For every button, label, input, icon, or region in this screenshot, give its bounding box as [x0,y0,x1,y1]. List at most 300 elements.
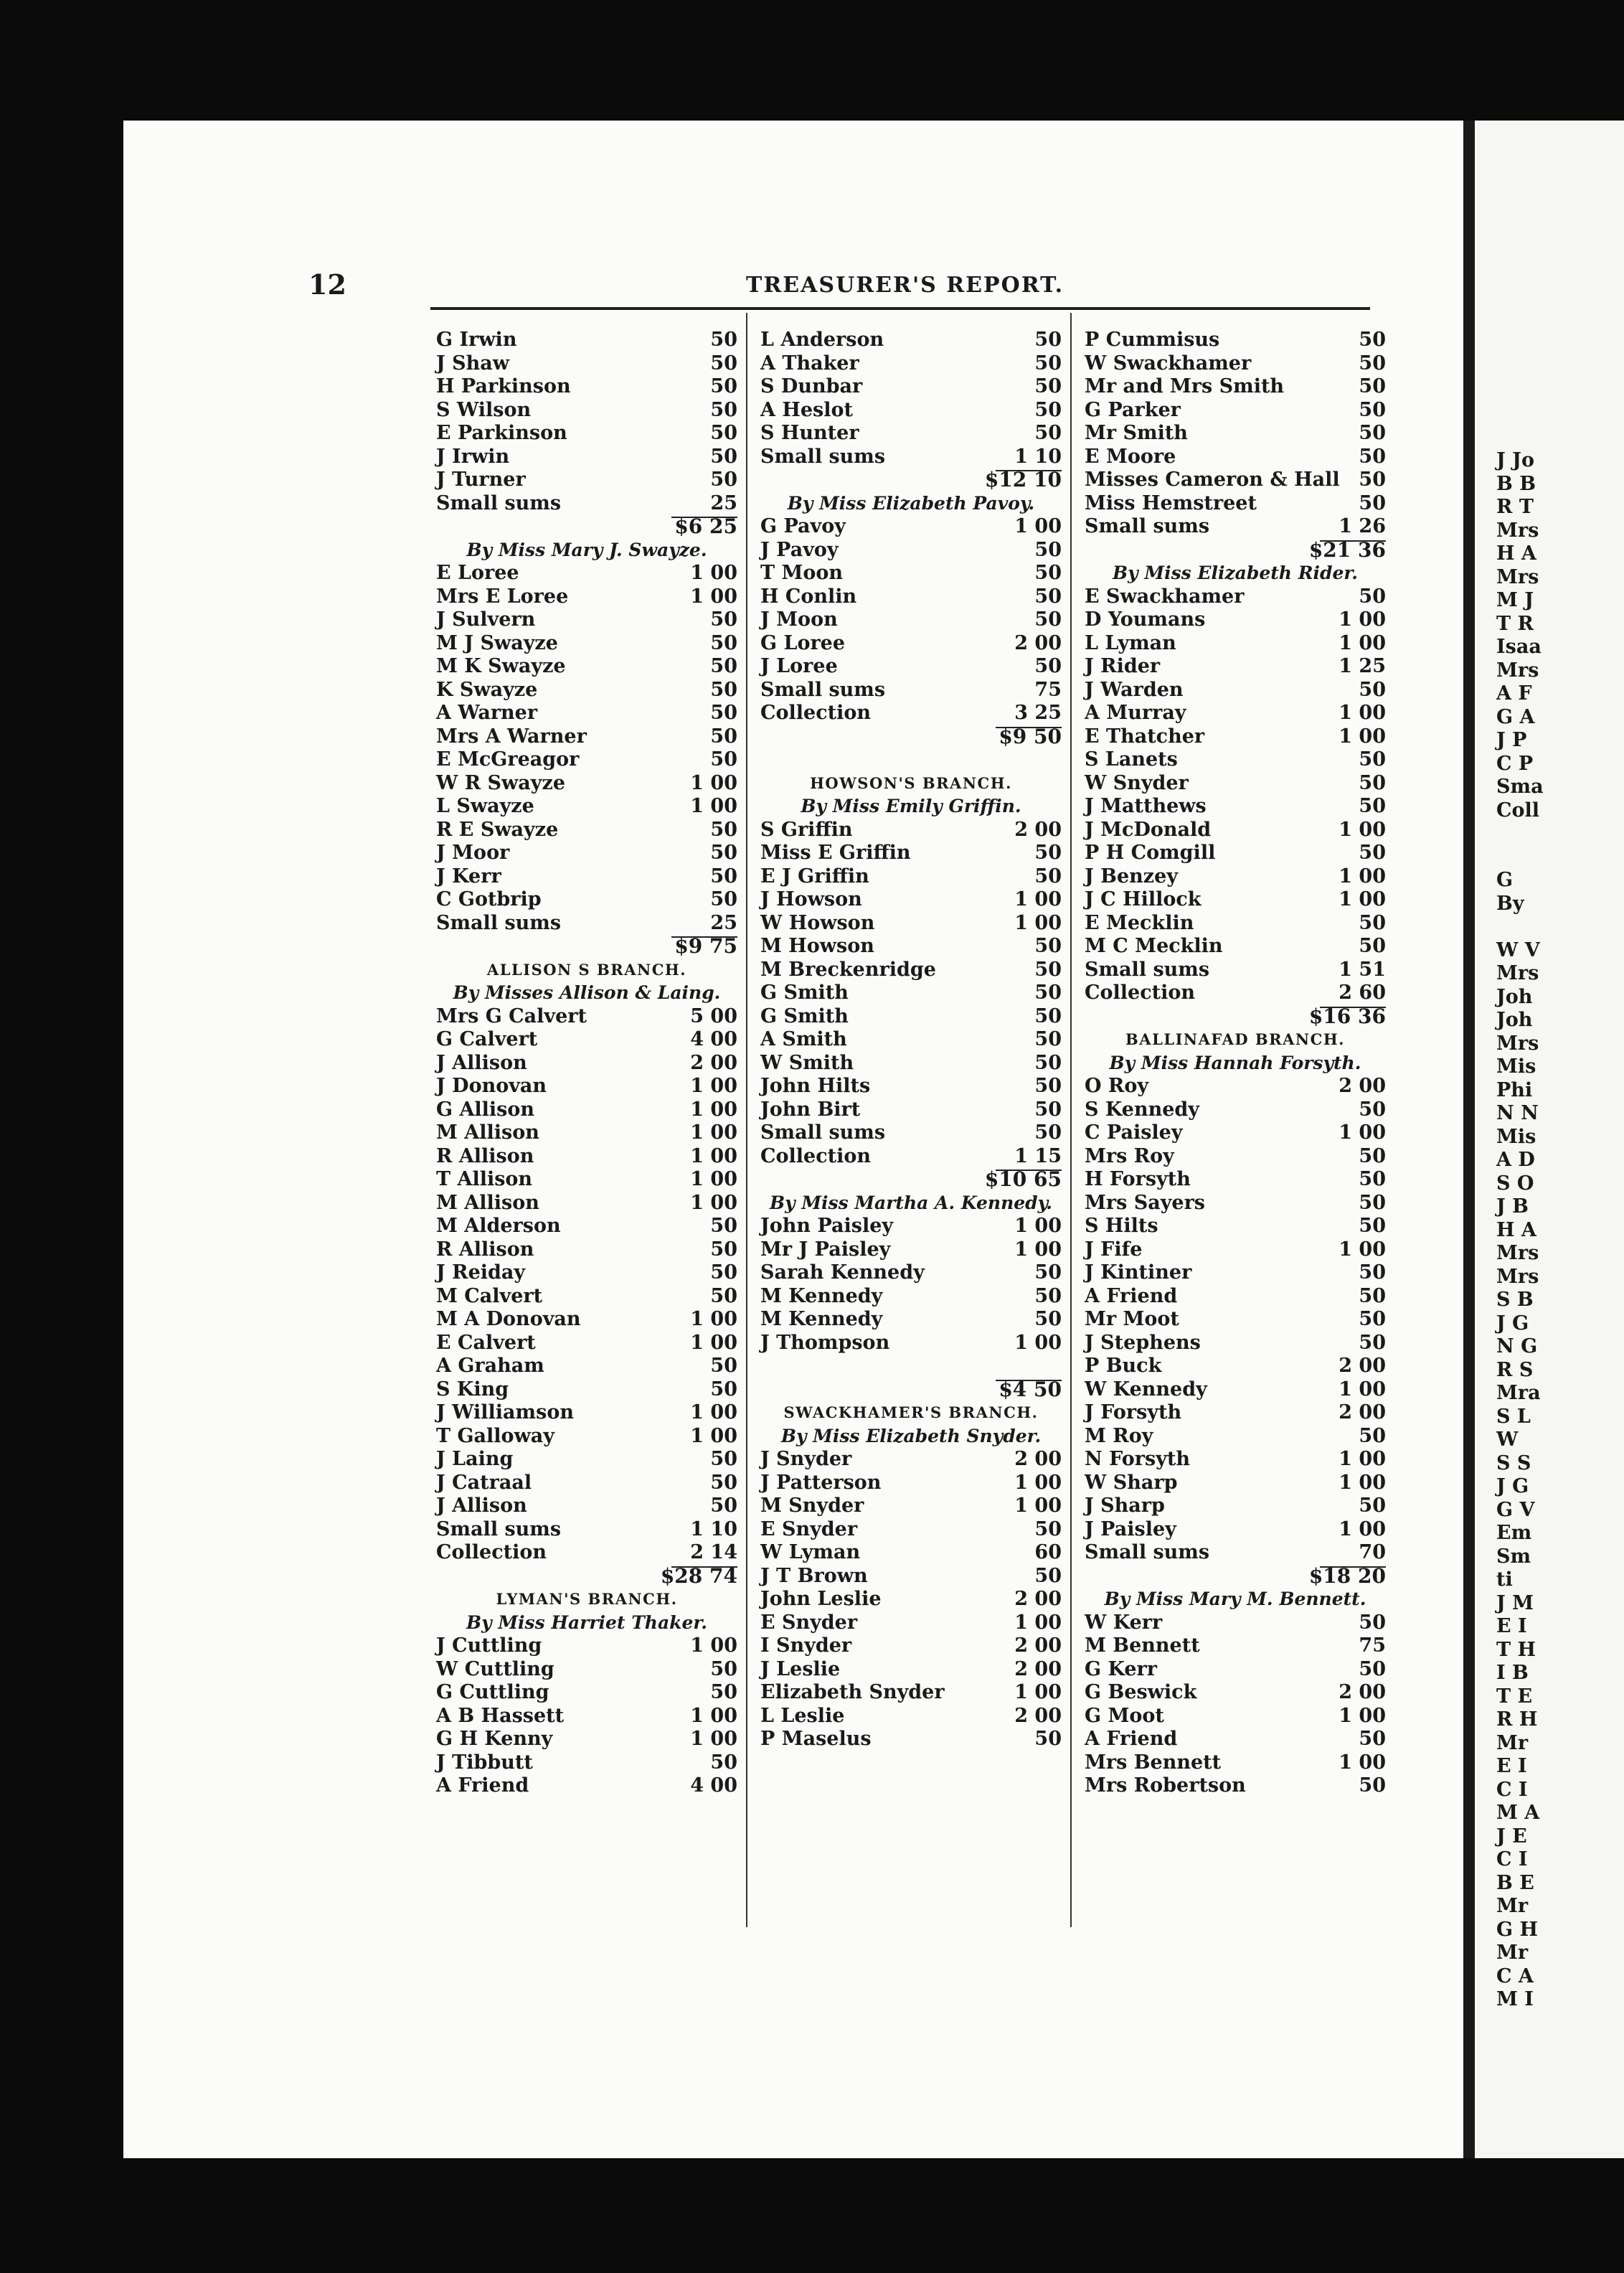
contributor-name: J Shaw [436,352,510,375]
contribution-amount: 2 00 [1014,1448,1062,1470]
contribution-row [760,982,1062,1005]
contribution-amount: 1 00 [690,771,737,794]
branch-heading: ALLISON S BRANCH. [486,960,687,979]
contribution-row [760,608,1062,632]
running-title: TREASURER'S REPORT. [746,273,1064,298]
contribution-amount: 1 00 [1339,1238,1386,1261]
contributor-name: R Allison [436,1238,534,1261]
contributor-name: Collection [760,1144,871,1167]
contributor-name: S Hilts [1085,1215,1158,1237]
subtotal-amount: $4 50 [999,1377,1062,1401]
contributor-name: W R Swayze [436,771,565,794]
contribution-amount: 50 [1359,678,1386,701]
contributor-name: J Fife [1085,1238,1143,1261]
contribution-row [1085,1611,1386,1635]
contribution-row [436,1075,737,1098]
contribution-row [436,1518,737,1542]
contribution-row [436,1378,737,1402]
adjacent-page-fragment: Mr [1496,1895,1529,1917]
contribution-amount: 4 00 [690,1028,737,1050]
contribution-amount: 50 [710,1378,737,1401]
contributor-name: M C Mecklin [1085,935,1223,957]
contribution-amount: 50 [1359,1774,1386,1797]
contribution-row [760,1261,1062,1285]
contributor-name: J Paisley [1085,1517,1176,1540]
contributor-name: J Laing [436,1448,514,1470]
contribution-row [760,515,1062,539]
contributor-name: J Donovan [436,1075,547,1097]
adjacent-page-fragment: Mrs [1496,565,1539,588]
contributor-name: A Warner [436,702,538,724]
contribution-row [1085,632,1386,656]
contribution-amount: 2 00 [1339,1075,1386,1097]
subtotal-row [1085,539,1386,563]
contribution-amount: 1 15 [1014,1144,1062,1167]
contribution-row [436,329,737,352]
contributor-name: C Gotbrip [436,888,542,910]
contribution-amount: 50 [710,702,737,724]
contributor-name: L Swayze [436,795,534,817]
contributor-name: M Bennett [1085,1634,1200,1657]
contribution-amount: 50 [710,1355,737,1377]
contribution-amount: 1 00 [690,562,737,584]
contribution-amount: 2 00 [690,1051,737,1074]
contribution-row [436,1728,737,1751]
adjacent-page-fragment: By [1496,892,1524,915]
adjacent-page-fragment: H A [1496,542,1536,565]
contribution-amount: 1 00 [690,1704,737,1727]
contribution-row [760,1658,1062,1682]
contributor-name: S Lanets [1085,748,1178,771]
contributor-name: L Anderson [760,329,884,351]
contributor-name: Mr Moot [1085,1308,1179,1330]
contribution-row [760,1075,1062,1098]
adjacent-page-fragment: E I [1496,1615,1527,1637]
contributor-name: J Stephens [1085,1331,1201,1354]
contributor-name: M Kennedy [760,1308,883,1330]
contributor-name: A Murray [1085,702,1186,724]
contribution-row [760,888,1062,912]
blank-row [760,1355,1062,1378]
contributor-name: M Howson [760,935,874,957]
contribution-amount: 50 [1034,1075,1062,1097]
contributor-name: A Heslot [760,398,853,421]
adjacent-page-fragment: J E [1496,1825,1527,1848]
contribution-row [1085,446,1386,469]
contribution-amount: 50 [1034,585,1062,608]
contributor-name: J Moon [760,608,838,631]
adjacent-page-fragment: A F [1496,682,1532,705]
contribution-amount: 1 00 [1339,1704,1386,1727]
contributor-name: M A Donovan [436,1308,581,1330]
contribution-row [436,1308,737,1332]
contribution-amount: 50 [710,725,737,748]
contribution-row [1085,1541,1386,1565]
contribution-row [1085,679,1386,702]
contribution-amount: 50 [710,1471,737,1494]
contribution-row [436,1681,737,1705]
contribution-row [1085,1495,1386,1518]
contribution-row [760,1145,1062,1169]
contribution-amount: 1 00 [1339,702,1386,724]
contribution-amount: 2 00 [1014,818,1062,841]
contribution-amount: 50 [710,1495,737,1517]
contribution-row [1085,1192,1386,1215]
contribution-amount: 50 [710,375,737,397]
adjacent-page-fragment: W [1496,1429,1519,1451]
contributor-name: J Catraal [436,1471,532,1494]
contributor-name: L Leslie [760,1704,845,1727]
contributor-name: Small sums [760,678,886,701]
adjacent-page-fragment: W V [1496,938,1540,961]
contributor-name: J Rider [1085,655,1161,677]
contribution-row [436,562,737,585]
contribution-amount: 1 10 [1014,445,1062,468]
subtotal-row [760,469,1062,492]
contribution-amount: 50 [1359,585,1386,608]
contributor-name: A Friend [436,1774,529,1797]
contribution-amount: 2 60 [1339,982,1386,1004]
contribution-row [760,1332,1062,1355]
contribution-row [436,608,737,632]
contribution-row [1085,655,1386,679]
contribution-row [1085,1705,1386,1728]
contribution-row [436,632,737,656]
contribution-row [760,422,1062,446]
contributor-name: T Moon [760,562,844,584]
contribution-amount: 1 00 [1339,1121,1386,1144]
contribution-row [1085,1448,1386,1472]
contribution-amount: 1 00 [1339,1378,1386,1401]
contribution-row [760,375,1062,399]
contributor-name: Small sums [436,491,562,514]
contributor-name: T Galloway [436,1424,554,1447]
contribution-amount: 1 00 [690,1121,737,1144]
adjacent-page-fragment: R S [1496,1358,1534,1381]
contribution-amount: 50 [1359,842,1386,864]
contribution-amount: 50 [710,1751,737,1774]
contribution-amount: 1 00 [1339,1517,1386,1540]
contribution-row [1085,608,1386,632]
contribution-amount: 2 00 [1014,1634,1062,1657]
adjacent-page-fragment: J B [1496,1195,1529,1218]
contribution-amount: 50 [1034,1261,1062,1284]
adjacent-page-fragment: Mrs [1496,962,1539,984]
adjacent-page-fragment: S L [1496,1405,1531,1428]
contribution-amount: 1 00 [690,795,737,817]
contribution-amount: 50 [710,608,737,631]
contributor-name: A B Hassett [436,1704,565,1727]
contribution-amount: 1 00 [1339,865,1386,888]
contribution-amount: 3 25 [1014,702,1062,724]
adjacent-page-fragment: J M [1496,1591,1534,1614]
adjacent-page-fragment: Mis [1496,1055,1536,1078]
contributor-name: Collection [760,702,871,724]
contribution-row [760,912,1062,936]
contributor-name: J Williamson [436,1401,574,1423]
contributor-name: M Snyder [760,1495,864,1517]
contributor-name: G Moot [1085,1704,1164,1727]
contribution-row [436,1168,737,1192]
contributor-name: E Swackhamer [1085,585,1245,608]
adjacent-page-fragment: T E [1496,1685,1533,1708]
adjacent-page-fragment: S O [1496,1172,1534,1195]
contribution-row [1085,1425,1386,1449]
contribution-row [1085,375,1386,399]
contribution-amount: 1 00 [690,1401,737,1423]
contributor-name: E Snyder [760,1611,858,1634]
contribution-row [1085,1238,1386,1262]
contributor-name: J Cuttling [436,1634,542,1657]
contributor-name: M Alderson [436,1215,561,1237]
contribution-row [760,1215,1062,1238]
contributor-name: Small sums [760,1121,886,1144]
contribution-amount: 50 [710,818,737,841]
adjacent-page-fragment: Joh [1496,985,1533,1008]
contributor-name: P Maselus [760,1728,872,1750]
book-spine [1463,121,1475,2158]
contribution-amount: 1 00 [1014,1215,1062,1237]
adjacent-page-fragment [1496,846,1544,870]
subtotal-row [1085,1565,1386,1589]
contribution-row [1085,772,1386,796]
contribution-row [1085,912,1386,936]
contribution-row [436,1005,737,1029]
contribution-row [436,1121,737,1145]
contribution-amount: 50 [710,1284,737,1307]
contributor-name: N Forsyth [1085,1448,1190,1470]
contributor-name: D Youmans [1085,608,1206,631]
contribution-row [436,375,737,399]
contribution-amount: 50 [1359,1611,1386,1634]
adjacent-page-fragment: C I [1496,1848,1528,1870]
contribution-row [436,446,737,469]
adjacent-page-edge [1475,121,1624,2158]
contributor-name: John Birt [760,1098,861,1121]
collector-line: By Miss Mary J. Swayze. [466,539,707,560]
contributor-name: J Benzey [1085,865,1179,888]
contribution-amount: 50 [1359,1657,1386,1680]
contribution-row [436,585,737,609]
contribution-row [436,1192,737,1215]
contributor-name: Mr Smith [1085,422,1188,444]
contribution-amount: 50 [1359,329,1386,351]
contribution-amount: 1 25 [1339,655,1386,677]
contribution-amount: 50 [1359,445,1386,468]
contributor-name: E J Griffin [760,865,869,888]
contribution-amount: 50 [1034,1728,1062,1750]
contributor-name: J Kerr [436,865,501,888]
contribution-amount: 50 [710,865,737,888]
contribution-amount: 50 [1359,1144,1386,1167]
adjacent-page-fragment: ti [1496,1568,1513,1591]
header-rule [430,307,1370,310]
contributor-name: J Irwin [436,445,510,468]
contribution-amount: 50 [710,1261,737,1284]
contribution-amount: 1 00 [690,1098,737,1121]
contribution-row [760,865,1062,889]
adjacent-page-fragment: R T [1496,496,1534,518]
contribution-amount: 50 [710,1681,737,1703]
contribution-amount: 50 [1034,865,1062,888]
contribution-row [1085,982,1386,1005]
contributor-name: O Roy [1085,1075,1149,1097]
adjacent-page-fragment: N G [1496,1335,1538,1357]
contribution-row [760,959,1062,982]
contributor-name: Small sums [1085,958,1210,981]
contribution-amount: 50 [1034,1308,1062,1330]
contributor-name: M Roy [1085,1424,1153,1447]
contributor-name: M K Swayze [436,655,566,677]
contributor-name: J Snyder [760,1448,852,1470]
branch-heading: BALLINAFAD BRANCH. [1125,1030,1345,1048]
contribution-row [1085,1261,1386,1285]
subtotal-amount: $9 75 [674,934,737,958]
contributor-name: E McGreagor [436,748,580,771]
branch-heading: HOWSON'S BRANCH. [810,773,1012,792]
contribution-row [436,819,737,842]
contribution-amount: 50 [1359,795,1386,817]
contribution-row [1085,1751,1386,1775]
contribution-row [760,679,1062,702]
contributor-name: J Loree [760,655,838,677]
subtotal-row [760,1168,1062,1192]
contributor-name: E Parkinson [436,422,567,444]
contribution-row [436,1705,737,1728]
contribution-row [1085,819,1386,842]
contribution-row [436,469,737,492]
contribution-amount: 1 00 [690,1168,737,1190]
contribution-row [1085,959,1386,982]
contribution-row [436,1495,737,1518]
contributor-name: G Loree [760,631,846,654]
contribution-amount: 50 [1359,748,1386,771]
contribution-amount: 1 00 [1014,1611,1062,1634]
collector-line: By Miss Harriet Thaker. [466,1611,707,1633]
contribution-amount: 50 [1034,375,1062,397]
collector-line: By Miss Emily Griffin. [801,796,1021,817]
adjacent-page-fragment: Phi [1496,1078,1533,1101]
adjacent-page-fragment: T R [1496,612,1534,635]
contribution-amount: 50 [1034,1517,1062,1540]
branch-heading: SWACKHAMER'S BRANCH. [783,1403,1039,1421]
collector-line: By Miss Elizabeth Snyder. [780,1425,1042,1446]
contribution-row [760,842,1062,865]
contribution-amount: 1 00 [1014,1681,1062,1703]
contributor-name: W Swackhamer [1085,352,1252,375]
contribution-row [1085,1215,1386,1238]
contributor-name: Small sums [436,911,562,934]
adjacent-page-fragment: H A [1496,1218,1536,1241]
adjacent-page-fragment: C A [1496,1964,1534,1987]
contributor-name: Miss Hemstreet [1085,491,1257,514]
contribution-row [436,1774,737,1798]
contribution-amount: 5 00 [690,1004,737,1027]
contribution-amount: 1 00 [1014,911,1062,934]
collector-line: By Miss Elizabeth Pavoy. [787,492,1035,514]
contribution-row [1085,725,1386,749]
contribution-amount: 1 00 [1014,1331,1062,1354]
contributor-name: J Sulvern [436,608,536,631]
contributor-name: J Matthews [1085,795,1207,817]
subtotal-amount: $12 10 [984,468,1062,491]
contribution-row [760,1052,1062,1076]
contribution-row [760,819,1062,842]
contributor-name: W Lyman [760,1541,861,1563]
contributor-name: T Allison [436,1168,533,1190]
contribution-amount: 1 00 [690,1191,737,1214]
contributor-name: E Calvert [436,1331,536,1354]
contribution-row [436,1425,737,1449]
contribution-row [1085,1774,1386,1798]
contributor-name: E Snyder [760,1517,858,1540]
contribution-amount: 50 [1359,375,1386,397]
contribution-row [436,1238,737,1262]
contributor-name: Collection [1085,982,1195,1004]
contributor-name: John Leslie [760,1588,882,1610]
contributor-name: J Allison [436,1051,527,1074]
contribution-amount: 1 26 [1339,515,1386,537]
contribution-row [760,399,1062,423]
contributor-name: G Pavoy [760,515,846,537]
adjacent-page-fragment: M J [1496,589,1534,611]
contribution-amount: 50 [1034,958,1062,981]
contributor-name: Misses Cameron & Hall [1085,469,1340,491]
contribution-row [1085,492,1386,516]
contributor-name: P Buck [1085,1355,1162,1377]
contribution-amount: 50 [1034,538,1062,561]
adjacent-page-fragment: J G [1496,1475,1529,1497]
contribution-row [1085,515,1386,539]
contributor-name: M Calvert [436,1284,543,1307]
contribution-row [436,655,737,679]
contribution-amount: 50 [1359,1495,1386,1517]
contribution-amount: 50 [1359,1424,1386,1447]
column-3 [1085,329,1386,1798]
contribution-amount: 50 [1359,771,1386,794]
contribution-amount: 50 [1034,935,1062,957]
contributor-name: G Parker [1085,398,1181,421]
column-divider [1070,313,1072,1927]
contribution-row [436,702,737,725]
collector-line: By Miss Elizabeth Rider. [1113,563,1358,583]
contribution-row [436,1285,737,1309]
contributor-name: M Breckenridge [760,958,936,981]
adjacent-page-fragment: Sma [1496,776,1544,798]
contributor-name: J Thompson [760,1331,890,1354]
contribution-amount: 50 [1034,398,1062,421]
contribution-amount: 1 10 [690,1517,737,1540]
contributor-name: H Conlin [760,585,857,608]
contribution-row [1085,1332,1386,1355]
adjacent-page-fragment: Em [1496,1522,1532,1544]
contribution-amount: 50 [1359,1728,1386,1750]
contribution-row [436,492,737,516]
contribution-amount: 25 [710,911,737,934]
contribution-amount: 4 00 [690,1774,737,1797]
contribution-row [436,912,737,936]
contributor-name: P H Comgill [1085,842,1216,864]
adjacent-page-fragment: Sm [1496,1545,1531,1568]
contributor-name: A Smith [760,1028,847,1050]
contribution-amount: 75 [1359,1634,1386,1657]
contribution-row [436,795,737,819]
adjacent-page-fragment: C P [1496,752,1534,775]
contribution-amount: 50 [1359,1098,1386,1121]
contributor-name: H Forsyth [1085,1168,1191,1190]
contribution-row [760,352,1062,376]
contribution-row [436,1541,737,1565]
